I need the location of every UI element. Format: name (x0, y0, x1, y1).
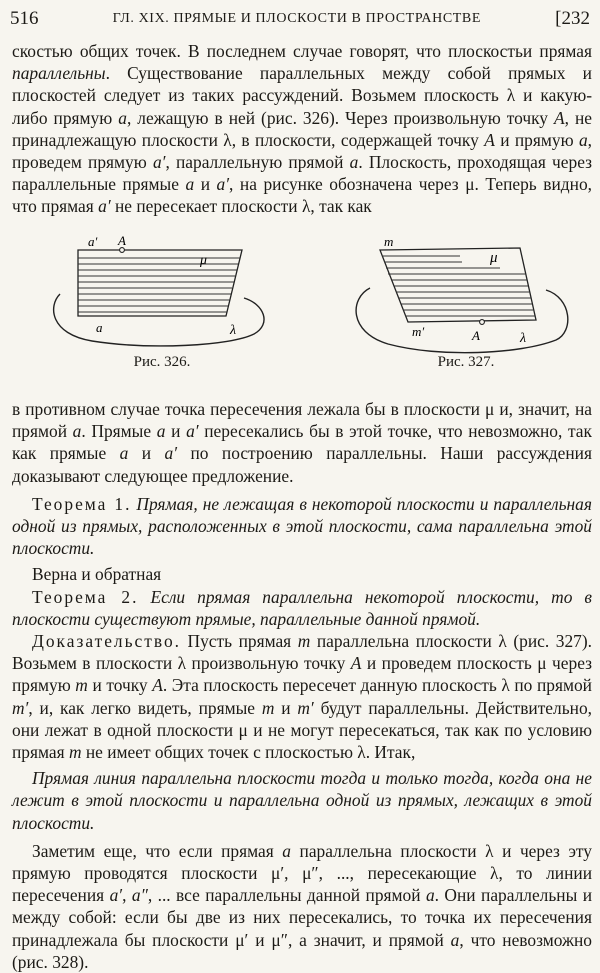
label-point-a: A (118, 236, 126, 248)
paragraph-after-figures: в противном случае точка пересечения лежала бы в плоскости μ и, значит, на прямой a. Прямые a и a′ пересекались бы в этой точке, что невозможно, так как прямые a и a′ по построению параллельны. Наши рассуждения доказывают следующее предложение. (12, 399, 592, 486)
label-lambda: λ (520, 331, 527, 346)
corollary (12, 767, 592, 834)
label-m: m (384, 236, 394, 249)
theorem-2-label: Теорема 2. (32, 586, 139, 607)
theorem-2-text: Если прямая параллельна некоторой плоскости, то в плоскости существуют прямые, параллельные данной прямой. (12, 586, 592, 629)
point-a-marker (480, 320, 485, 325)
plane-mu-shape (380, 248, 536, 322)
label-mu: μ (200, 253, 208, 268)
figure-326 (40, 236, 280, 356)
label-mu: μ (490, 250, 498, 266)
top-paragraph (12, 40, 592, 218)
label-a: a (96, 320, 103, 335)
theorem-2 (12, 586, 592, 630)
converse-statement: Верна и обратная (32, 564, 162, 585)
label-a-prime: a′ (88, 236, 98, 249)
running-title: ГЛ. XIX. ПРЯМЫЕ И ПЛОСКОСТИ В ПРОСТРАНСТВЕ (112, 11, 482, 26)
figure-327 (340, 236, 580, 366)
page-header (10, 6, 590, 32)
proof-label: Доказательство. (32, 631, 181, 652)
theorem-1-label: Теорема 1. (32, 493, 132, 514)
main-text (12, 398, 592, 973)
theorem-1-text: Прямая, не лежащая в некоторой плоскости и параллельная одной из прямых, расположенных в этой плоскости, сама параллельна этой плоскости. (12, 493, 592, 559)
figures-row (40, 236, 580, 396)
corollary-text: Прямая линия параллельна плоскости тогда и только тогда, когда она не лежит в этой плоскости и параллельна одной из прямых, лежащих в этой плоскости. (12, 768, 592, 833)
theorem-1 (12, 493, 592, 560)
top-paragraph-text: скостью общих точек. В последнем случае говорят, что плоскостьи прямая параллельны. Существование параллельных между собой прямых и плоскостей следует из таких рассуждений. Возьмем плоскость λ и какую-либо прямую a, лежащую в ней (рис. 326). Через произвольную точку A, не принадлежащую плоскости λ, в плоскости, содержащей точку A и прямую a, проведем прямую a′, параллельную прямой a. Плоскость, проходящая через параллельные прямые a и a′, на рисунке обозначена через μ. Теперь видно, что прямая a′ не пересекает плоскости λ, так как (12, 41, 593, 217)
section-number: [232 (555, 8, 590, 29)
label-point-a: A (472, 328, 480, 343)
final-paragraph: Заметим еще, что если прямая a параллельна плоскости λ и через эту прямую проводятся плоскости μ′, μ″, ..., пересекающие λ, то линии пересечения a′, a″, ... все параллельны данной прямой a. Они параллельны и между собой: если бы две из них пересекались, то точка их пересечения принадлежала бы плоскости μ′ и μ″, а значит, и прямой a, что невозможно (рис. 328). (12, 840, 593, 972)
caption-fig-326: Рис. 326. (133, 354, 191, 370)
caption-fig-327: Рис. 327. (437, 354, 495, 370)
proof-paragraph: Доказательство. Пусть прямая m параллельна плоскости λ (рис. 327). Возьмем в плоскости λ произвольную точку A и проведем плоскость μ через прямую m и точку A. Эта плоскость пересечет данную плоскость λ по прямой m′, и, как легко видеть, прямые m и m′ будут параллельны. Действительно, они лежат в одной плоскости μ и не могут пересекаться, так как по условию прямая m не имеет общих точек с плоскостью λ. Итак, (12, 631, 592, 763)
label-lambda: λ (230, 323, 237, 338)
page-number: 516 (10, 8, 39, 29)
label-m-prime: m′ (412, 324, 425, 339)
point-a-marker (120, 248, 125, 253)
